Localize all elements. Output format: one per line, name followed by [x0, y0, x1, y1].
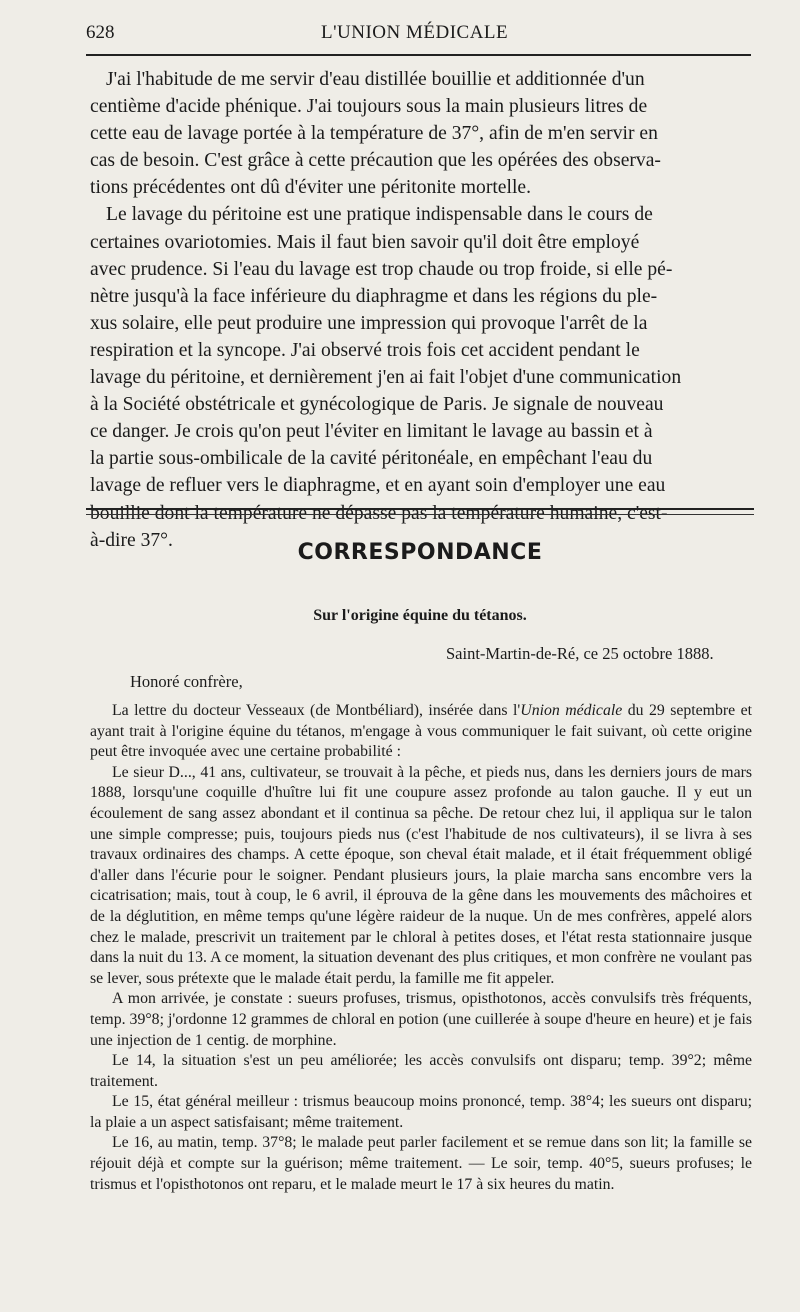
text-line: bouillie dont la température ne dépasse pas la température humaine, c'est-	[90, 502, 668, 524]
letter-body	[90, 701, 752, 1195]
letter-paragraph: Le 15, état général meilleur : trismus beaucoup moins prononcé, temp. 38°4; les sueurs ont disparu; la plaie a un aspect satisfaisant; même traitement.	[90, 1093, 752, 1131]
page-number: 628	[86, 22, 115, 43]
text-line: avec prudence. Si l'eau du lavage est trop chaude ou trop froide, si elle pé-	[90, 258, 673, 280]
letter-paragraph	[90, 701, 752, 763]
letter-salutation: Honoré confrère,	[130, 672, 243, 691]
text-line: J'ai l'habitude de me servir d'eau distillée bouillie et additionnée d'un	[106, 69, 645, 90]
section-rule	[86, 508, 754, 510]
text-line: à-dire 37°.	[90, 529, 173, 551]
letter-paragraph: A mon arrivée, je constate : sueurs profuses, trismus, opisthotonos, accès convulsifs très fréquents, temp. 39°8; j'ordonne 12 grammes de chloral en potion (une cuillerée à soupe d'heure en heure) et je fais une injection de 1 centig. de morphine.	[90, 990, 752, 1049]
paragraph-text: La lettre du docteur Vesseaux (de Montbéliard), insérée dans l'	[112, 702, 521, 719]
text-line: cas de besoin. C'est grâce à cette précaution que les opérées des observa-	[90, 150, 661, 172]
letter-subtitle: Sur l'origine équine du tétanos.	[313, 607, 527, 624]
page-header	[86, 22, 751, 46]
section-title: CORRESPONDANCE	[297, 540, 543, 565]
text-line: à la Société obstétricale et gynécologique de Paris. Je signale de nouveau	[90, 394, 664, 416]
text-line: Le lavage du péritoine est une pratique indispensable dans le cours de	[106, 204, 653, 226]
letter-paragraph: Le 14, la situation s'est un peu améliorée; les accès convulsifs ont disparu; temp. 39°2; même traitement.	[90, 1052, 752, 1090]
text-line: nètre jusqu'à la face inférieure du diaphragme et dans les régions du ple-	[90, 285, 658, 307]
journal-title: L'UNION MÉDICALE	[321, 22, 509, 43]
text-line: lavage du péritoine, et dernièrement j'en ai fait l'objet d'une communication	[90, 367, 682, 389]
header-rule	[86, 54, 751, 56]
section-rule-thin	[86, 514, 754, 515]
text-line: ce danger. Je crois qu'on peut l'éviter en limitant le lavage au bassin et à	[90, 421, 653, 443]
text-line: centième d'acide phénique. J'ai toujours sous la main plusieurs litres de	[90, 96, 648, 118]
text-line: xus solaire, elle peut produire une impression qui provoque l'arrêt de la	[90, 312, 648, 334]
journal-name-italic: Union médicale	[520, 702, 623, 719]
text-line: certaines ovariotomies. Mais il faut bien savoir qu'il doit être employé	[90, 231, 640, 253]
previous-article-text	[90, 66, 752, 554]
paragraph-text: du 29 septembre et ayant trait à l'origine équine du tétanos, m'engage à vous communiquer le fait suivant, où cette origine peut être invoquée avec une certaine probabilité :	[90, 702, 752, 761]
letter-paragraph: Le sieur D..., 41 ans, cultivateur, se trouvait à la pêche, et pieds nus, dans les derniers jours de mars 1888, lorsqu'une coquille d'huître lui fit une coupure assez profonde au talon gauche. Il y eut un écoulement de sang assez abondant et il continua sa pêche. De retour chez lui, il appliqua sur le talon une simple compresse; puis, toujours pieds nus (c'est l'habitude de nos cultivateurs), il se livra à ses travaux ordinaires des champs. A cette époque, son cheval était malade, et il était fréquemment obligé d'aller dans l'écurie pour le soigner. Pendant plusieurs jours, la plaie marcha sans encombre vers la cicatrisation; mais, tout à coup, le 6 avril, il éprouva de la gêne dans les mouvements des mâchoires et de la déglutition, en même temps qu'une légère raideur de la nuque. Un de mes confrères, appelé alors chez le malade, prescrivit un traitement par le chloral à petites doses, et l'état resta stationnaire jusque dans la nuit du 13. A ce moment, la situation devenant des plus critiques, et mon confrère ne voulant pas se lever, sous prétexte que le malade était perdu, la famille me fit appeler.	[90, 763, 752, 987]
text-line: tions précédentes ont dû d'éviter une péritonite mortelle.	[90, 177, 531, 199]
letter-paragraph: Le 16, au matin, temp. 37°8; le malade peut parler facilement et se remue dans son lit; la famille se réjouit déjà et compte sur la guérison; même traitement. — Le soir, temp. 40°5, sueurs profuses; le trismus et l'opisthotonos ont reparu, et le malade meurt le 17 à six heures du matin.	[90, 1134, 752, 1193]
text-line: respiration et la syncope. J'ai observé trois fois cet accident pendant le	[90, 339, 640, 361]
text-line: lavage de refluer vers le diaphragme, et en ayant soin d'employer une eau	[90, 475, 666, 497]
text-line: la partie sous-ombilicale de la cavité péritonéale, en empêchant l'eau du	[90, 448, 653, 470]
text-line: cette eau de lavage portée à la température de 37°, afin de m'en servir en	[90, 123, 658, 145]
letter-dateline: Saint-Martin-de-Ré, ce 25 octobre 1888.	[446, 644, 714, 663]
